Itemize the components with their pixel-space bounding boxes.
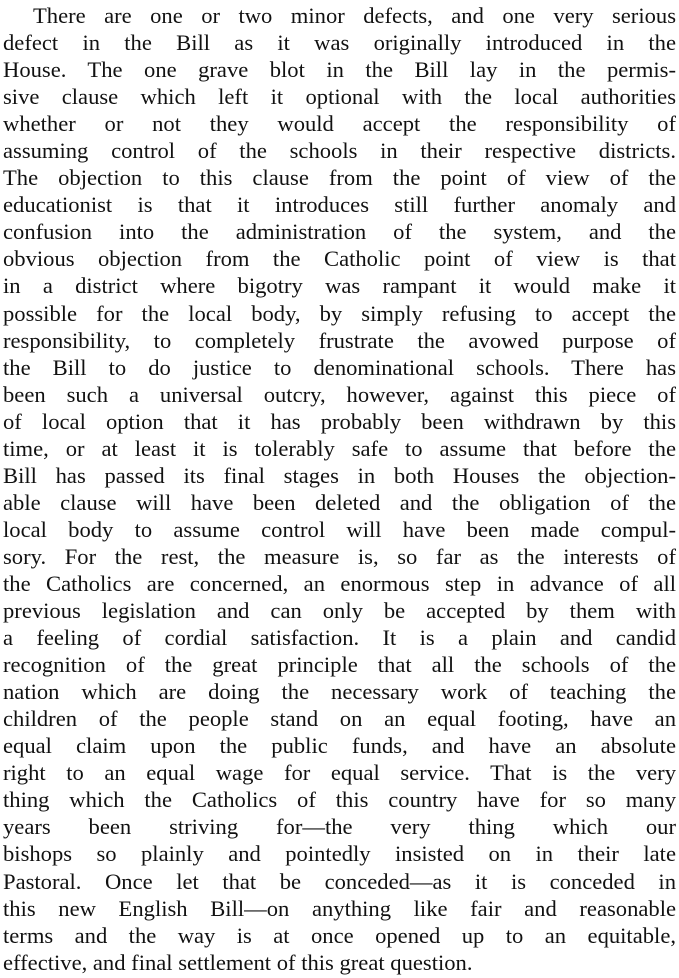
text-line: of local option that it has probably been withdrawn by this	[3, 408, 676, 434]
text-line: a feeling of cordial satisfaction. It is a plain and candid	[3, 625, 676, 651]
text-line: possible for the local body, by simply refusing to accept the	[3, 300, 676, 326]
text-line: defect in the Bill as it was originally introduced in the	[3, 30, 676, 56]
text-line: House. The one grave blot in the Bill lay in the permis-	[3, 57, 676, 83]
text-line: been such a universal outcry, however, against this piece of	[3, 381, 676, 407]
text-line: The objection to this clause from the point of view of the	[3, 165, 676, 191]
text-line: thing which the Catholics of this country have for so many	[3, 787, 676, 813]
text-line: years been striving for—the very thing which our	[3, 814, 676, 840]
text-line: sory. For the rest, the measure is, so far as the interests of	[3, 543, 676, 569]
text-line: bishops so plainly and pointedly insisted on in their late	[3, 841, 676, 867]
text-line: time, or at least it is tolerably safe to assume that before the	[3, 435, 676, 461]
text-line: effective, and final settlement of this great question.	[3, 949, 473, 975]
text-line: confusion into the administration of the system, and the	[3, 219, 676, 245]
text-line: recognition of the great principle that all the schools of the	[3, 652, 676, 678]
text-line: equal claim upon the public funds, and have an absolute	[3, 733, 676, 759]
text-line: in a district where bigotry was rampant it would make it	[3, 273, 676, 299]
text-line: the Bill to do justice to denominational schools. There has	[3, 354, 676, 380]
text-line: right to an equal wage for equal service. That is the very	[3, 760, 676, 786]
text-line: Bill has passed its final stages in both Houses the objection-	[3, 462, 676, 488]
text-line: terms and the way is at once opened up to an equitable,	[3, 922, 676, 948]
text-line: children of the people stand on an equal footing, have an	[3, 706, 676, 732]
text-line: previous legislation and can only be accepted by them with	[3, 598, 676, 624]
text-line: There are one or two minor defects, and one very serious	[33, 3, 676, 28]
text-line: nation which are doing the necessary work of teaching the	[3, 679, 676, 705]
article-paragraph	[3, 2, 676, 976]
text-line: responsibility, to completely frustrate the avowed purpose of	[3, 327, 676, 353]
text-line: Pastoral. Once let that be conceded—as it is conceded in	[3, 868, 676, 894]
text-line: local body to assume control will have been made compul-	[3, 516, 676, 542]
text-line: assuming control of the schools in their respective districts.	[3, 138, 676, 164]
text-line: able clause will have been deleted and the obligation of the	[3, 489, 676, 515]
text-line: obvious objection from the Catholic point of view is that	[3, 246, 676, 272]
text-line: educationist is that it introduces still further anomaly and	[3, 192, 676, 218]
text-line: whether or not they would accept the responsibility of	[3, 111, 676, 137]
text-line: sive clause which left it optional with the local authorities	[3, 84, 676, 110]
text-line: this new English Bill—on anything like fair and reasonable	[3, 895, 676, 921]
text-line: the Catholics are concerned, an enormous step in advance of all	[3, 570, 676, 596]
